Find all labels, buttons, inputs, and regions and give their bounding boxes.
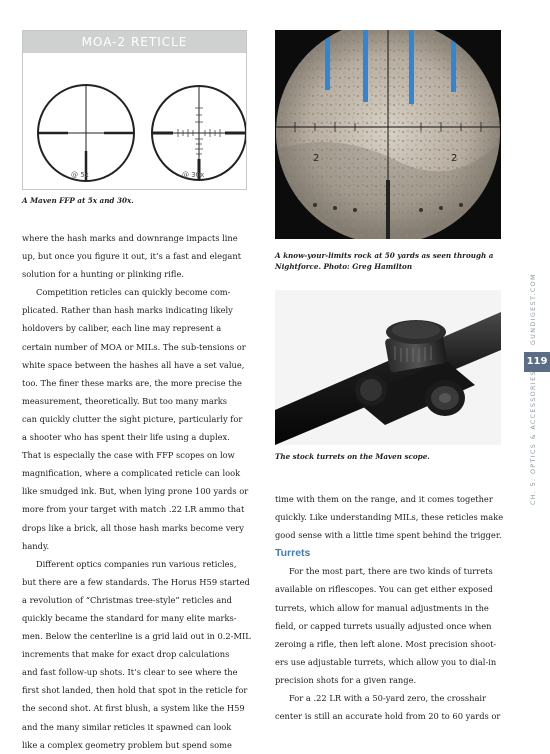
section-heading-turrets: Turrets — [275, 547, 311, 560]
reticle-caption: A Maven FFP at 5x and 30x. — [22, 196, 134, 205]
paragraph — [22, 283, 254, 554]
rock-caption-line: Nightforce. Photo: Greg Hamilton — [275, 262, 413, 271]
reticle-5x — [38, 85, 134, 181]
text-line: where the hash marks and downrange impacts line — [22, 233, 238, 243]
text-line: but there are a few standards. The Horus H59 started — [22, 576, 250, 587]
text-line: zeroing a rifle, then left alone. Most precision shoot- — [275, 638, 497, 649]
paragraph — [275, 689, 511, 725]
text-line: the second shot. At first blush, a system like the H59 — [22, 703, 245, 714]
scope-image — [275, 290, 501, 445]
text-line: precision shots for a given range. — [275, 674, 417, 685]
rock-caption-line: A know-your-limits rock at 50 yards as seen through a — [275, 251, 494, 260]
rock-caption — [275, 250, 493, 272]
text-line: a shooter who has spent their life using a duplex. — [22, 432, 230, 443]
left-column — [22, 229, 254, 754]
paragraph — [275, 490, 511, 544]
text-line: Different optics companies run various reticles, — [36, 558, 237, 569]
text-line: plicated. Rather than hash marks indicating likely — [22, 305, 233, 316]
text-line: turrets, which allow for manual adjustments in the — [275, 602, 489, 613]
paragraph — [275, 562, 511, 689]
sidebar-chapter: CH. 5: OPTICS & ACCESSORIES — [530, 370, 537, 505]
text-line: quickly became the standard for many elite marks- — [22, 612, 237, 623]
sidebar-site: GUNDIGEST.COM — [530, 273, 537, 345]
reticle-figure — [22, 30, 247, 190]
paragraph — [22, 229, 254, 283]
page-number: 119 — [524, 352, 550, 372]
reticle-number-right: 2 — [451, 153, 458, 164]
text-line: That is especially the case with FFP scopes on low — [22, 450, 235, 461]
reticle-figure-title: MOA-2 RETICLE — [23, 31, 246, 53]
reticle-number-left: 2 — [313, 153, 320, 164]
text-line: handy. — [22, 540, 50, 551]
text-line: increments that make for exact drop calculations — [22, 649, 230, 660]
text-line: a revolution of “Christmas tree-style” reticles and — [22, 594, 232, 605]
text-line: like a complex geometry problem but spend some — [22, 739, 232, 750]
text-line: center is still an accurate hold from 20 to 60 yards or — [275, 711, 501, 722]
text-line: field, or capped turrets usually adjusted once when — [275, 620, 492, 631]
text-line: holdovers by caliber, each line may represent a — [22, 323, 222, 334]
text-line: can quickly clutter the sight picture, particularly for — [22, 413, 243, 424]
rock-scope-photo — [275, 30, 501, 239]
text-line: men. Below the centerline is a grid laid out in 0.2-MIL — [22, 631, 251, 642]
text-line: For a .22 LR with a 50-yard zero, the crosshair — [289, 693, 487, 704]
text-line: first shot landed, then hold that spot in the reticle for — [22, 685, 248, 696]
text-line: For the most part, there are two kinds of turrets — [289, 566, 493, 577]
text-line: good sense with a little time spent behind the trigger. — [275, 530, 502, 541]
right-column — [275, 490, 511, 725]
reticle-label-5x: @ 5x — [71, 171, 89, 179]
text-line: measurement, theoretically. But too many marks — [22, 395, 228, 406]
paragraph — [22, 555, 254, 754]
reticle-drawing — [23, 53, 246, 190]
reticle-label-30x: @ 30x — [182, 171, 205, 179]
text-line: magnification, where a complicated reticle can look — [22, 468, 241, 479]
text-line: and the many similar reticles it spawned can look — [22, 721, 232, 732]
scope-turret-photo — [275, 290, 501, 445]
text-line: certain number of MOA or MILs. The sub-tensions or — [22, 341, 246, 352]
text-line: white space between the hashes all have a set value, — [22, 359, 245, 370]
text-line: available on riflescopes. You can get either exposed — [275, 584, 493, 595]
scope-view-image — [275, 30, 501, 239]
text-line: solution for a hunting or plinking rifle. — [22, 269, 185, 280]
text-line: Competition reticles can quickly become com- — [36, 287, 231, 298]
text-line: ers use adjustable turrets, which allow you to dial-in — [275, 656, 497, 667]
text-line: up, but once you figure it out, it’s a fast and elegant — [22, 251, 242, 262]
scope-caption: The stock turrets on the Maven scope. — [275, 452, 430, 461]
text-line: and fast follow-up shots. It’s clear to see where the — [22, 667, 238, 678]
text-line: quickly. Like understanding MILs, these reticles make — [275, 512, 504, 523]
text-line: more from your target with match .22 LR ammo that — [22, 504, 245, 515]
text-line: time with them on the range, and it comes together — [275, 494, 493, 504]
text-line: drops like a brick, all those hash marks become very — [22, 522, 244, 533]
text-line: like smudged ink. But, when lying prone 100 yards or — [22, 486, 249, 497]
text-line: too. The finer these marks are, the more precise the — [22, 377, 242, 388]
reticle-30x — [152, 86, 246, 180]
